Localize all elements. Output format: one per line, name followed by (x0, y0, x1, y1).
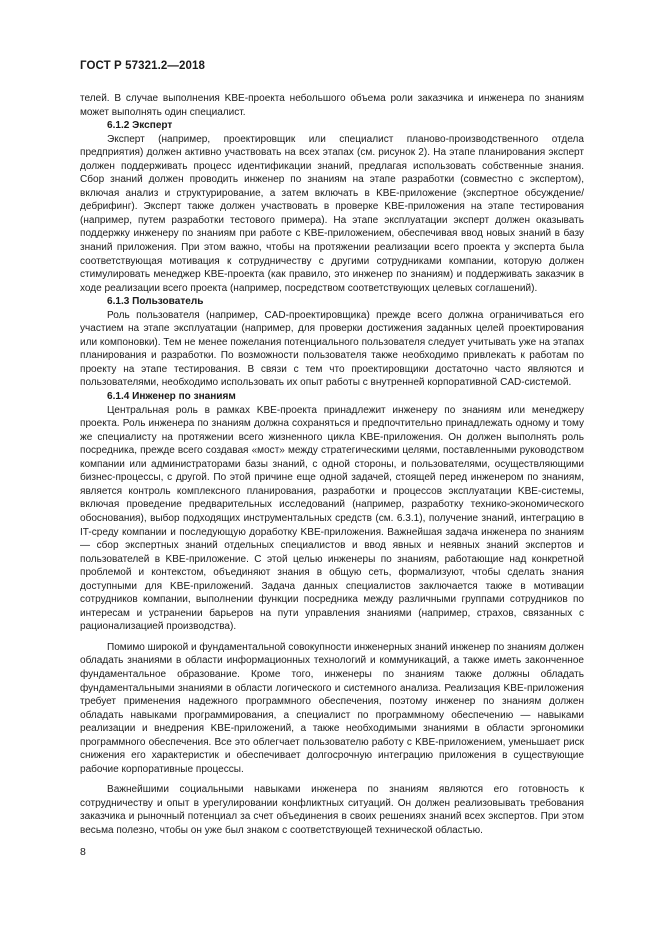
section-6-1-2-heading: 6.1.2 Эксперт (107, 120, 173, 132)
section-6-1-4-paragraph-2: Помимо широкой и фундаментальной совокупности инженерных знаний инженер по знаниям должен обладать знаниями в области информационных технологий и коммуникаций, а также иметь законченное фундаментальное образование. Кроме того, инженеры по знаниям также должны обладать фундаментальными знаниями в области логического и системного анализа. Реализация KBE-приложения требует применения надежного программного обеспечения, поэтому инженер по знаниям должен обладать навыками программирования, а специалист по программному обеспечению — навыками реализации и внедрения KBE-приложений, а также необходимыми знаниями в области эргономики программного обеспечения. Все это облегчает пользователю работу с KBE-приложением, уменьшает риск снижения его характеристик и обеспечивает долгосрочную интеграцию приложения в существующие рабочие корпоративные процессы. (80, 641, 584, 775)
section-6-1-4-heading: 6.1.4 Инженер по знаниям (107, 391, 236, 403)
section-6-1-3-paragraph: Роль пользователя (например, CAD-проектировщика) прежде всего должна ограничиваться его участием на этапе эксплуатации (например, для проверки достижения заданных целей проектирования или компоновки). Тем не менее пожелания потенциального пользователя следует учитывать уже на этапах планирования и разработки. По возможности пользователя также необходимо привлекать к работам по проекту на этапе тестирования. В связи с тем что проектировщики достаточно часто являются и пользователями, необходимо использовать их опыт работы с внутренней корпоративной CAD-системой. (80, 309, 584, 389)
document-header: ГОСТ Р 57321.2—2018 (80, 60, 205, 72)
page-number: 8 (80, 846, 86, 858)
section-6-1-2-paragraph: Эксперт (например, проектировщик или специалист планово-производственного отдела предприятия) должен активно участвовать на всех этапах (см. рисунок 2). На этапе планирования эксперт должен поддерживать процесс идентификации знаний, предлагая использовать собственные знания. Сбор знаний должен проводить инженер по знаниям на этапе разработки (совместно с экспертом), включая анализ и структурирование, а затем включать в KBE-приложение (экспертное обсуждение/дебрифинг). Эксперт также должен участвовать в проверке KBE-приложения на этапе тестирования (например, путем разработки тестового примера). На этапе эксплуатации эксперт должен оказывать поддержку инженеру по знаниям при работе с KBE-приложением, обеспечивая ввод новых знаний в базу знаний приложения. При этом важно, чтобы на протяжении реализации всего проекта у эксперта была соответствующая мотивация к сотрудничеству с другими сотрудниками компании, которую должен стимулировать менеджер KBE-проекта (как правило, это инженер по знаниям) и поддерживать заказчик в ходе реализации всего проекта (например, посредством соответствующих целевых соглашений). (80, 133, 584, 294)
document-body (80, 92, 584, 838)
section-6-1-4-paragraph-1: Центральная роль в рамках KBE-проекта принадлежит инженеру по знаниям или менеджеру проекта. Роль инженера по знаниям должна сохраняться и предпочтительно принадлежать одному и тому же специалисту на протяжении всего жизненного цикла KBE-приложения. Он должен выполнять роль посредника, прежде всего создавая «мост» между стратегическими целями, поставленными руководством компании или администраторами базы знаний, с одной стороны, и пользователями, осуществляющими бизнес-процессы, с другой. По этой причине еще одной задачей, стоящей перед инженером по знаниям, является контроль комплексного планирования, разработки и процессов эксплуатации KBE-системы, включая проведение предварительных исследований (например, разработку технико-экономического обоснования), выбор подходящих инструментальных средств (см. 6.3.1), получение знаний, интеграцию в IT-среду компании и последующую доработку KBE-приложения. Важнейшая задача инженера по знаниям — сбор экспертных знаний отдельных специалистов и ввод явных и неявных знаний экспертов и пользователей в KBE-приложение. С этой целью инженеры по знаниям, работающие над конкретной проблемой и контекстом, объединяют знания в общую сеть, формализуют, чтобы сделать знания доступными для KBE-приложений. Задача данных специалистов заключается также в мотивации сотрудников компании, выполнении функции посредника между различными группами сотрудников по интересам и устранении барьеров на пути управления знаниями (например, страхов, связанных с рационализацией производства). (80, 404, 584, 633)
section-6-1-4-paragraph-3: Важнейшими социальными навыками инженера по знаниям являются его готовность к сотрудничеству и опыт в урегулировании конфликтных ситуаций. Он должен реализовывать требования заказчика и рыночный потенциал за счет объединения в своих решениях знаний всех экспертов. При этом весьма полезно, чтобы он уже был знаком с соответствующей технической областью. (80, 784, 584, 836)
section-6-1-3-heading: 6.1.3 Пользователь (107, 296, 204, 308)
continuation-paragraph: телей. В случае выполнения KBE-проекта небольшого объема роли заказчика и инженера по знаниям может выполнять один специалист. (80, 93, 584, 118)
